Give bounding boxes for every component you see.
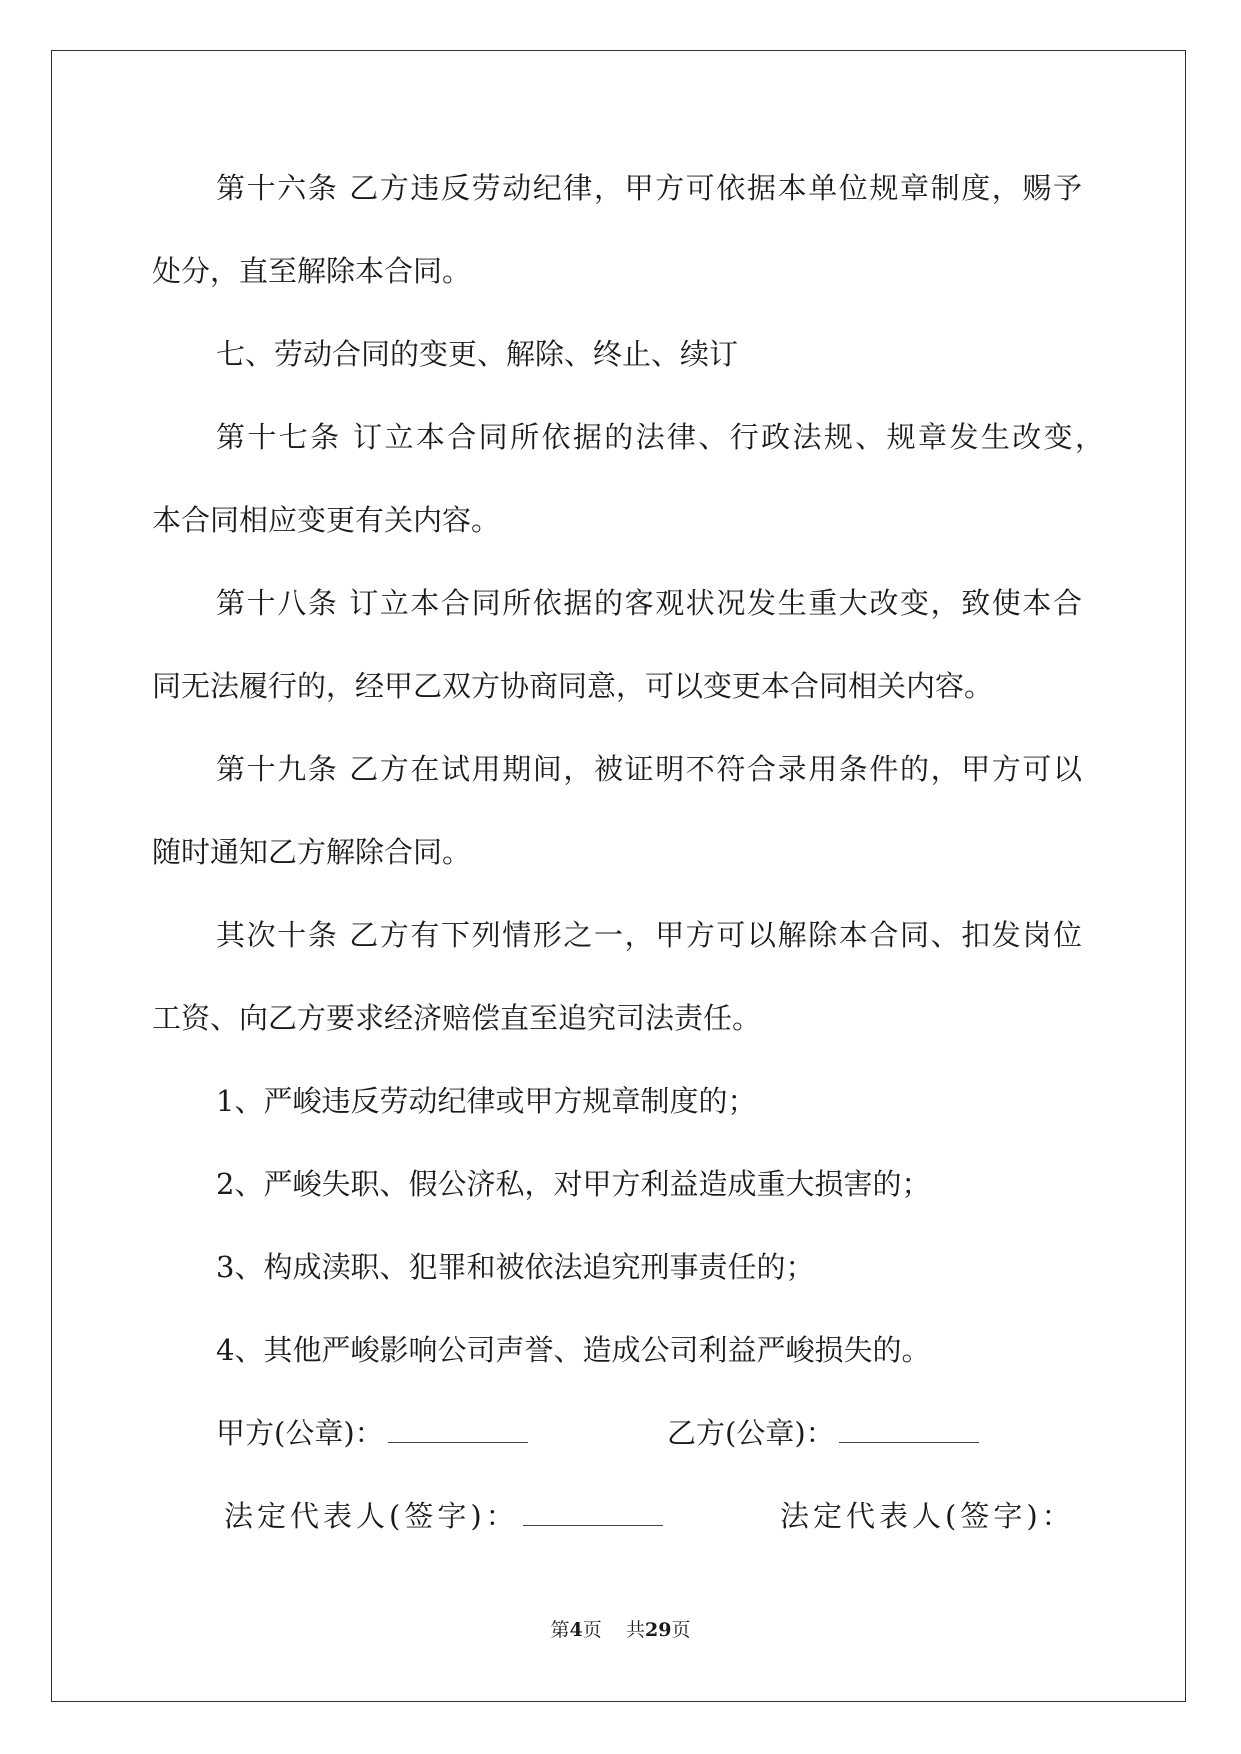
page-number: 4 <box>569 1619 583 1641</box>
party-a-seal-label: 甲方(公章)： <box>216 1416 384 1450</box>
article-19-line-2: 随时通知乙方解除合同。 <box>152 835 472 869</box>
section-7-heading: 七、劳动合同的变更、解除、终止、续订 <box>216 337 739 371</box>
article-18-line-2: 同无法履行的，经甲乙双方协商同意，可以变更本合同相关内容。 <box>152 669 994 703</box>
party-b-seal-label: 乙方(公章)： <box>667 1416 835 1450</box>
page-footer <box>0 1618 1241 1642</box>
party-a-rep-field <box>224 1498 663 1534</box>
party-b-rep-label: 法定代表人(签字)： <box>780 1499 1075 1533</box>
party-a-rep-label: 法定代表人(签字)： <box>224 1499 519 1533</box>
article-17-line-2: 本合同相应变更有关内容。 <box>152 503 501 537</box>
article-16-line-1: 第十六条 乙方违反劳动纪律，甲方可依据本单位规章制度，赐予 <box>216 171 1082 205</box>
article-18-line-1: 第十八条 订立本合同所依据的客观状况发生重大改变，致使本合 <box>216 586 1082 620</box>
party-a-seal-blank[interactable] <box>388 1418 528 1443</box>
article-20-line-2: 工资、向乙方要求经济赔偿直至追究司法责任。 <box>152 1001 762 1035</box>
party-b-seal-blank[interactable] <box>839 1418 979 1443</box>
party-b-rep-field <box>780 1498 1075 1534</box>
article-17-line-1: 第十七条 订立本合同所依据的法律、行政法规、规章发生改变， <box>216 420 1104 454</box>
list-item-1: 1、严峻违反劳动纪律或甲方规章制度的； <box>216 1084 757 1118</box>
page-suffix: 页 <box>582 1619 602 1641</box>
list-item-4: 4、其他严峻影响公司声誉、造成公司利益严峻损失的。 <box>216 1333 931 1367</box>
total-pages: 29 <box>644 1619 672 1641</box>
list-item-3: 3、构成渎职、犯罪和被依法追究刑事责任的； <box>216 1250 815 1284</box>
list-item-2: 2、严峻失职、假公济私，对甲方利益造成重大损害的； <box>216 1167 931 1201</box>
page-border <box>51 50 1186 1702</box>
total-suffix: 页 <box>671 1619 691 1641</box>
total-prefix: 共 <box>625 1619 645 1641</box>
party-a-rep-blank[interactable] <box>523 1501 663 1526</box>
party-b-seal-field <box>667 1415 979 1451</box>
article-16-line-2: 处分，直至解除本合同。 <box>152 254 472 288</box>
page-prefix: 第 <box>550 1619 570 1641</box>
article-19-line-1: 第十九条 乙方在试用期间，被证明不符合录用条件的，甲方可以 <box>216 752 1082 786</box>
article-20-line-1: 其次十条 乙方有下列情形之一，甲方可以解除本合同、扣发岗位 <box>216 918 1082 952</box>
party-a-seal-field <box>216 1415 528 1451</box>
